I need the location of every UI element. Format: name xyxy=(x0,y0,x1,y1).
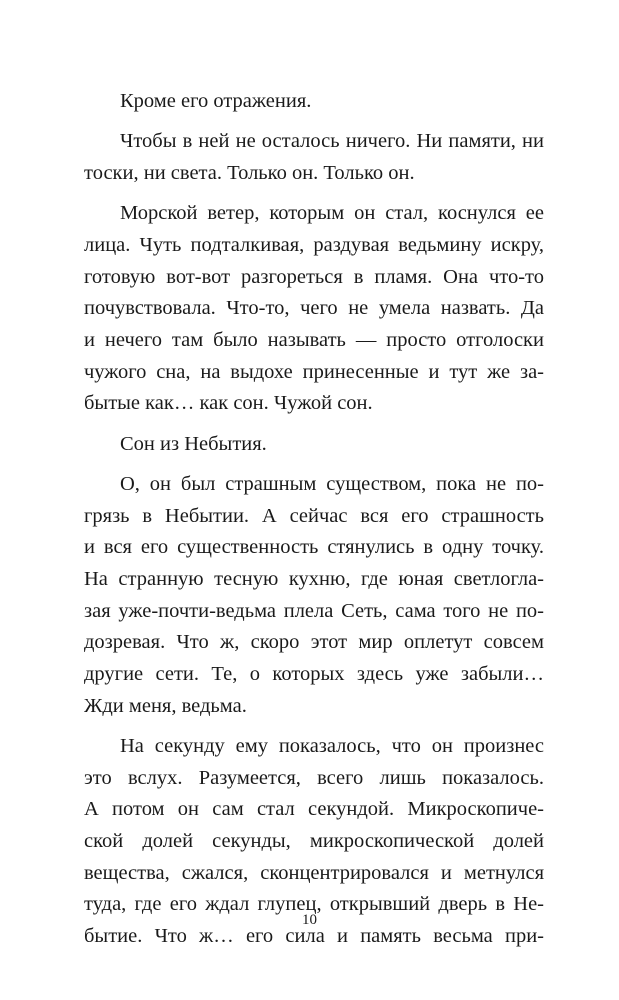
text-line: лица. Чуть подталкивая, раздувая ведьмину искру, xyxy=(84,233,544,256)
text-line: и вся его существенность стянулись в одну точку. xyxy=(84,536,544,559)
text-line: туда, где его ждал глупец, открывший дверь в Не- xyxy=(84,893,544,916)
text-line: чужого сна, на выдохе принесенные и тут же за- xyxy=(84,360,544,383)
text-line: На странную тесную кухню, где юная светлогла- xyxy=(84,568,544,590)
text-line: это вслух. Разумеется, всего лишь показалось. xyxy=(84,766,544,789)
text-line: готовую вот-вот разгореться в пламя. Она что-то xyxy=(84,265,544,288)
text-line: бытие. Что ж… его сила и память весьма при- xyxy=(84,925,544,948)
page-number: 10 xyxy=(302,912,317,928)
text-line: А потом он сам стал секундой. Микроскопиче- xyxy=(84,798,544,821)
text-line: Морской ветер, которым он стал, коснулся ее xyxy=(120,202,544,225)
text-line: На секунду ему показалось, что он произнес xyxy=(120,735,544,758)
text-block xyxy=(84,86,544,953)
text-line: тоски, ни света. Только он. Только он. xyxy=(84,161,415,184)
text-line: Чтобы в ней не осталось ничего. Ни памяти, ни xyxy=(120,130,544,153)
text-line: Кроме его отражения. xyxy=(120,90,312,112)
text-line: почувствовала. Что-то, чего не умела назвать. Да xyxy=(84,297,544,320)
text-line: и нечего там было называть — просто отголоски xyxy=(84,329,544,351)
text-line: дозревая. Что ж, скоро этот мир оплетут совсем xyxy=(84,631,544,654)
text-line: Жди меня, ведьма. xyxy=(84,694,247,717)
paragraph xyxy=(84,126,544,189)
paragraph xyxy=(84,429,544,461)
text-line: вещества, сжался, сконцентрировался и метнулся xyxy=(84,861,544,884)
text-line: бытые как… как сон. Чужой сон. xyxy=(84,392,373,415)
paragraph xyxy=(84,469,544,723)
paragraph xyxy=(84,198,544,420)
paragraph xyxy=(84,86,544,118)
text-line: ской долей секунды, микроскопической долей xyxy=(84,830,544,853)
text-line: грязь в Небытии. А сейчас вся его страшность xyxy=(84,504,544,527)
text-line: другие сети. Те, о которых здесь уже забыли… xyxy=(84,663,544,686)
text-line: зая уже-почти-ведьма плела Сеть, сама того не по- xyxy=(84,599,544,622)
text-line: Сон из Небытия. xyxy=(120,432,267,455)
text-line: О, он был страшным существом, пока не по- xyxy=(120,472,544,495)
